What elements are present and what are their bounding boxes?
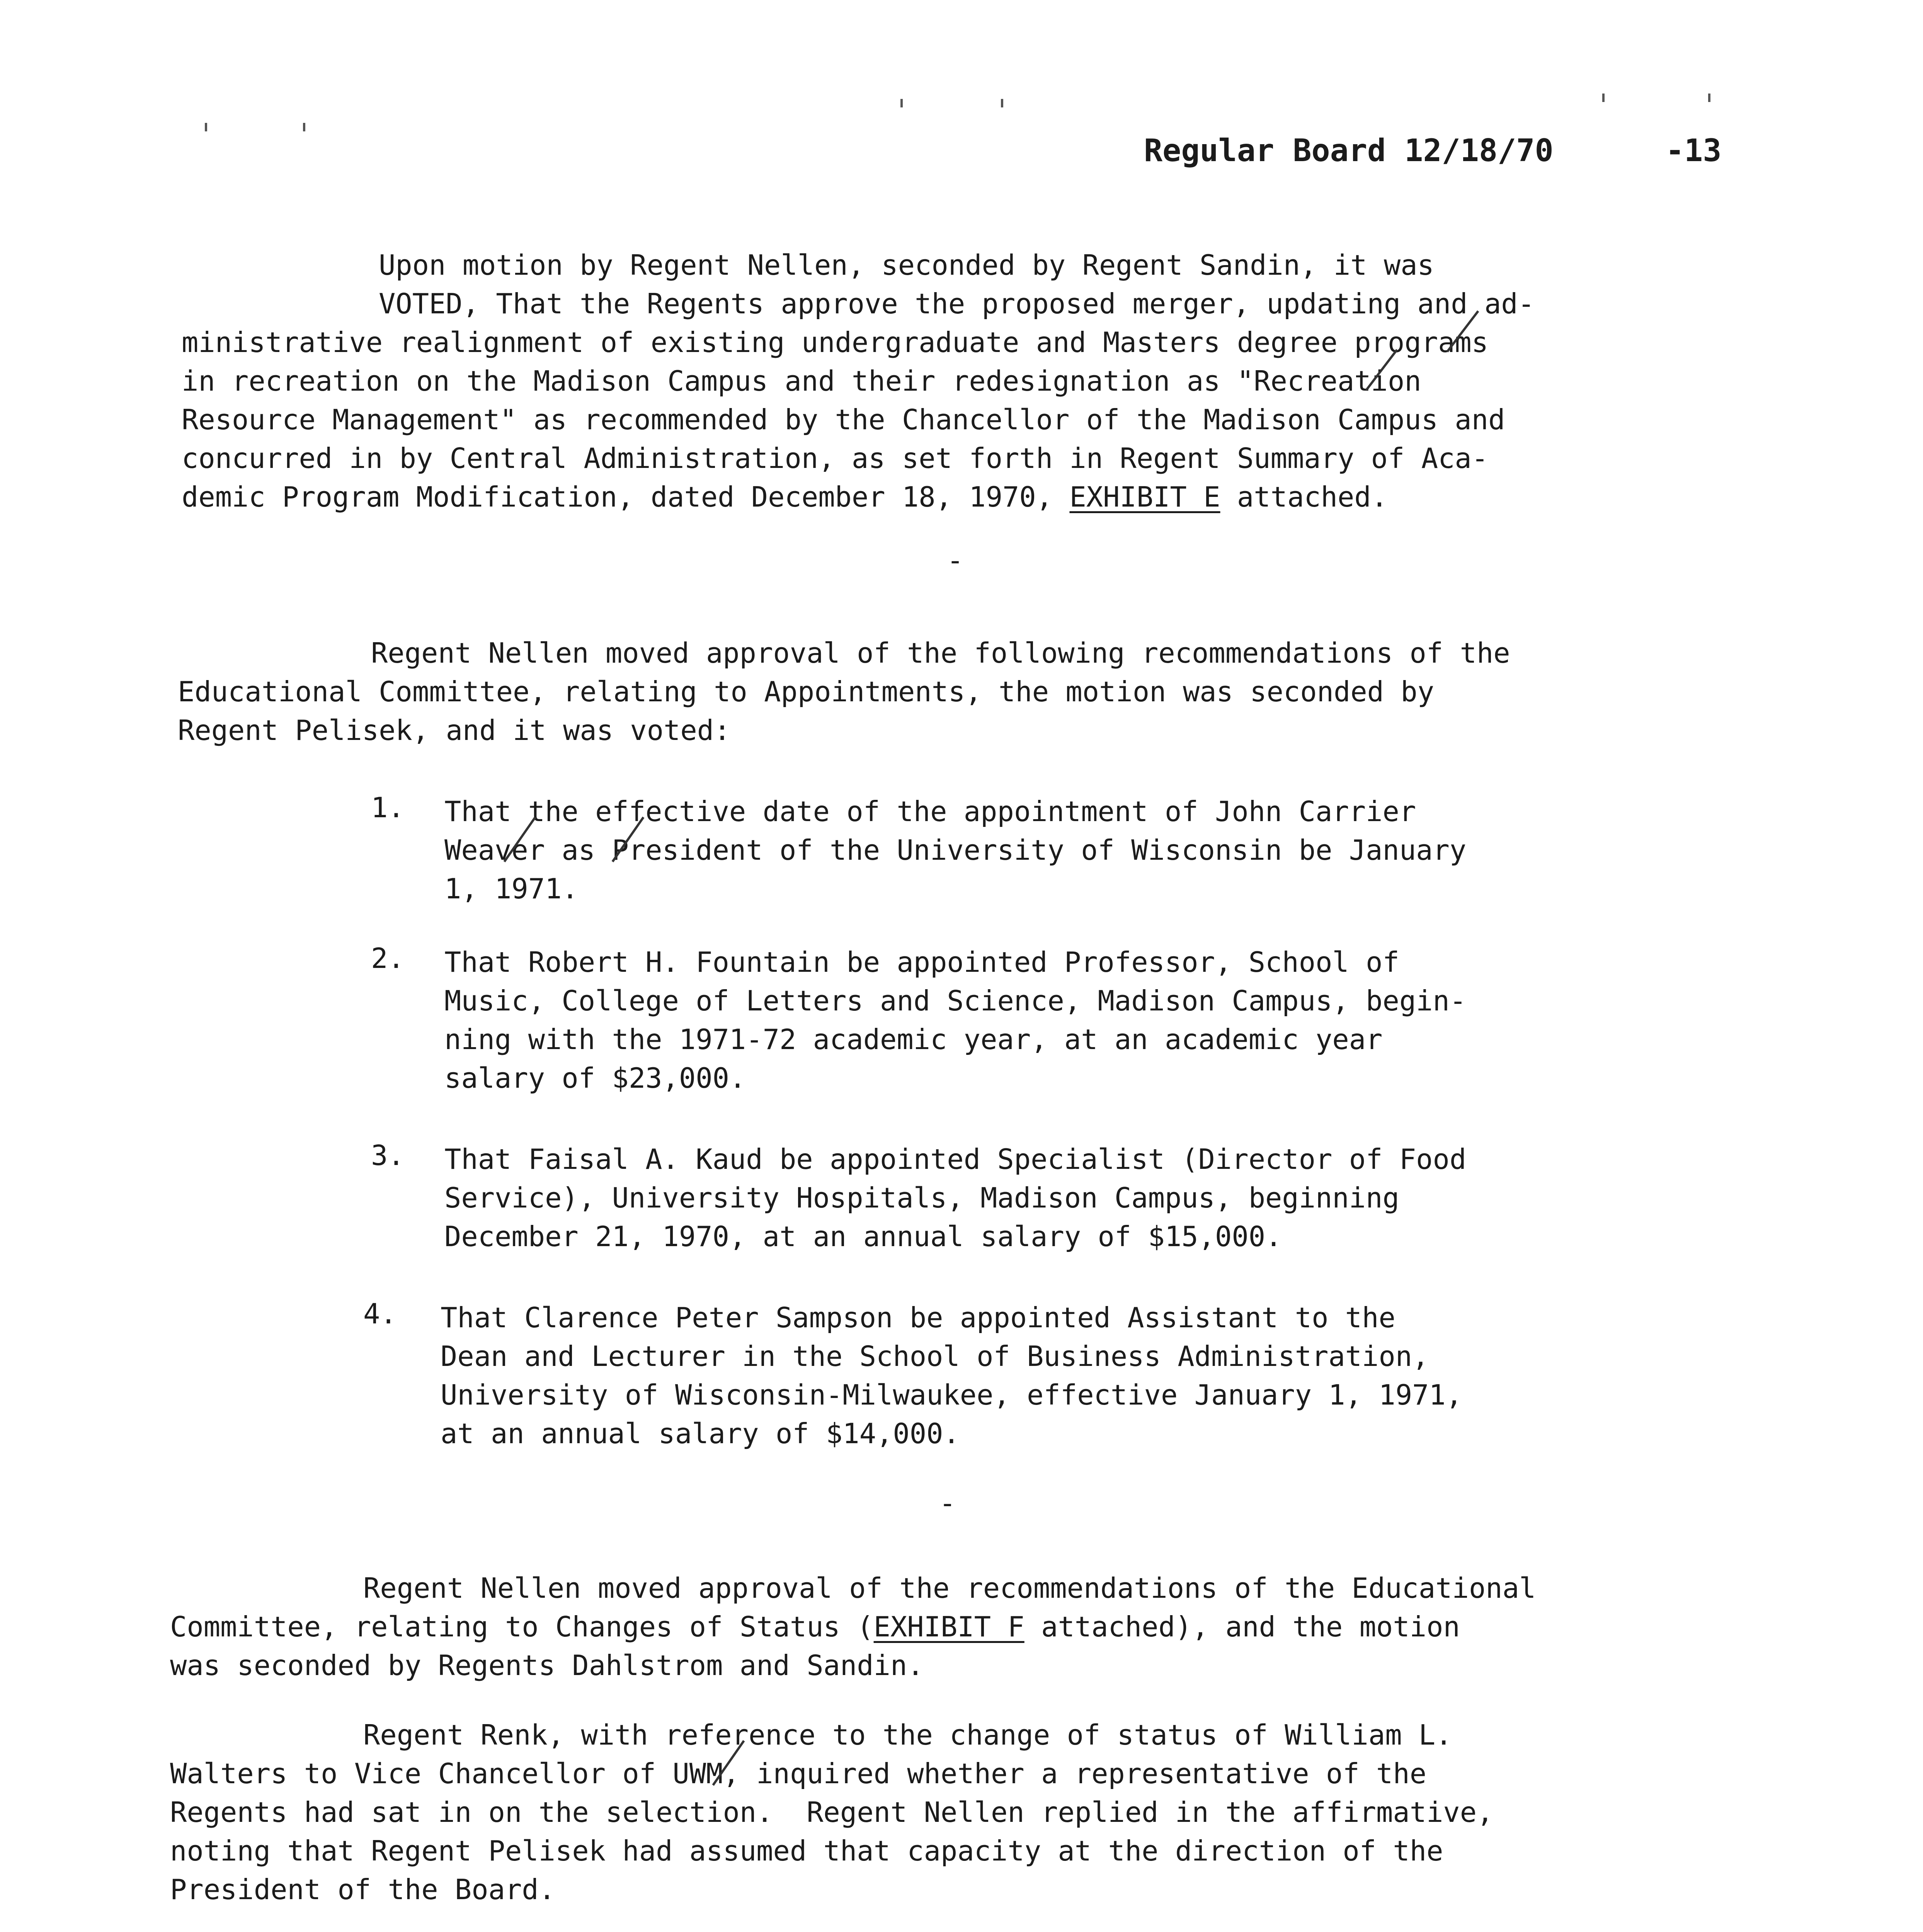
paragraph-1-line: VOTED, That the Regents approve the proposed merger, updating and ad- xyxy=(379,287,1535,320)
scan-mark xyxy=(303,123,305,131)
section-separator: - xyxy=(939,1487,956,1519)
paragraph-1-line: Resource Management" as recommended by the Chancellor of the Madison Campus and xyxy=(182,403,1505,436)
scan-mark xyxy=(1708,94,1710,102)
exhibit-f-reference: EXHIBIT F xyxy=(873,1611,1024,1643)
appointment-number: 3. xyxy=(371,1139,405,1172)
appointment-number: 1. xyxy=(371,791,405,824)
appointment-line: Music, College of Letters and Science, Madison Campus, begin- xyxy=(444,985,1467,1017)
scan-mark xyxy=(1001,99,1003,107)
header-title: Regular Board 12/18/70 xyxy=(1144,133,1554,168)
header-page-ref: -13 xyxy=(1666,133,1722,168)
paragraph-3-line-2-prefix: Committee, relating to Changes of Status ( xyxy=(170,1611,874,1643)
paragraph-4-line: Regents had sat in on the selection. Regent Nellen replied in the affirmative, xyxy=(170,1796,1494,1828)
appointment-line: 1, 1971. xyxy=(444,872,579,905)
appointment-line: ning with the 1971-72 academic year, at an academic year xyxy=(444,1023,1383,1056)
paragraph-1-line: Upon motion by Regent Nellen, seconded by Regent Sandin, it was xyxy=(379,249,1434,281)
paragraph-4-line: Regent Renk, with reference to the change of status of William L. xyxy=(363,1719,1452,1751)
paragraph-2-line: Regent Pelisek, and it was voted: xyxy=(178,714,731,747)
paragraph-3-line-2-suffix: attached), and the motion xyxy=(1024,1611,1460,1643)
appointment-line: University of Wisconsin-Milwaukee, effective January 1, 1971, xyxy=(441,1379,1463,1411)
paragraph-1-last-line-prefix: demic Program Modification, dated December 18, 1970, xyxy=(182,481,1070,513)
paragraph-1-line: concurred in by Central Administration, as set forth in Regent Summary of Aca- xyxy=(182,442,1489,474)
paragraph-4-line: President of the Board. xyxy=(170,1873,555,1906)
paragraph-3-line xyxy=(170,1607,1460,1646)
appointment-line: salary of $23,000. xyxy=(444,1062,746,1094)
scan-mark xyxy=(1602,94,1605,102)
paragraph-1-last-line-suffix: attached. xyxy=(1220,481,1388,513)
paragraph-4-line: Walters to Vice Chancellor of UWM, inquired whether a representative of the xyxy=(170,1757,1427,1790)
paragraph-1-last-line xyxy=(182,478,1388,516)
appointment-number: 4. xyxy=(363,1298,397,1330)
appointment-number: 2. xyxy=(371,942,405,975)
exhibit-e-reference: EXHIBIT E xyxy=(1069,481,1220,513)
appointment-line: December 21, 1970, at an annual salary of $15,000. xyxy=(444,1220,1282,1253)
appointment-line: Weaver as President of the University of Wisconsin be January xyxy=(444,834,1467,866)
handwritten-check-mark xyxy=(1364,348,1399,394)
paragraph-1-line: ministrative realignment of existing undergraduate and Masters degree programs xyxy=(182,326,1489,359)
appointment-line: That Robert H. Fountain be appointed Professor, School of xyxy=(444,946,1399,978)
appointment-line: at an annual salary of $14,000. xyxy=(441,1417,960,1450)
appointment-line: That Faisal A. Kaud be appointed Specialist (Director of Food xyxy=(444,1143,1467,1175)
paragraph-3-line: was seconded by Regents Dahlstrom and Sandin. xyxy=(170,1649,924,1682)
paragraph-2-line: Educational Committee, relating to Appointments, the motion was seconded by xyxy=(178,675,1435,708)
appointment-line: That Clarence Peter Sampson be appointed Assistant to the xyxy=(441,1301,1395,1334)
handwritten-check-mark xyxy=(711,1739,746,1789)
handwritten-check-mark xyxy=(502,815,537,866)
appointment-line: That the effective date of the appointment of John Carrier xyxy=(444,795,1416,828)
section-separator: - xyxy=(947,544,964,577)
scan-mark xyxy=(900,99,903,107)
scan-mark xyxy=(205,123,207,131)
paragraph-3-line: Regent Nellen moved approval of the recommendations of the Educational xyxy=(363,1572,1536,1604)
paragraph-2-line: Regent Nellen moved approval of the following recommendations of the xyxy=(371,637,1510,669)
paragraph-4-line: noting that Regent Pelisek had assumed that capacity at the direction of the xyxy=(170,1835,1443,1867)
handwritten-check-mark xyxy=(1445,309,1480,355)
appointment-line: Service), University Hospitals, Madison Campus, beginning xyxy=(444,1182,1399,1214)
paragraph-1-line: in recreation on the Madison Campus and their redesignation as "Recreation xyxy=(182,365,1421,397)
appointment-line: Dean and Lecturer in the School of Business Administration, xyxy=(441,1340,1429,1372)
handwritten-check-mark xyxy=(611,815,645,866)
